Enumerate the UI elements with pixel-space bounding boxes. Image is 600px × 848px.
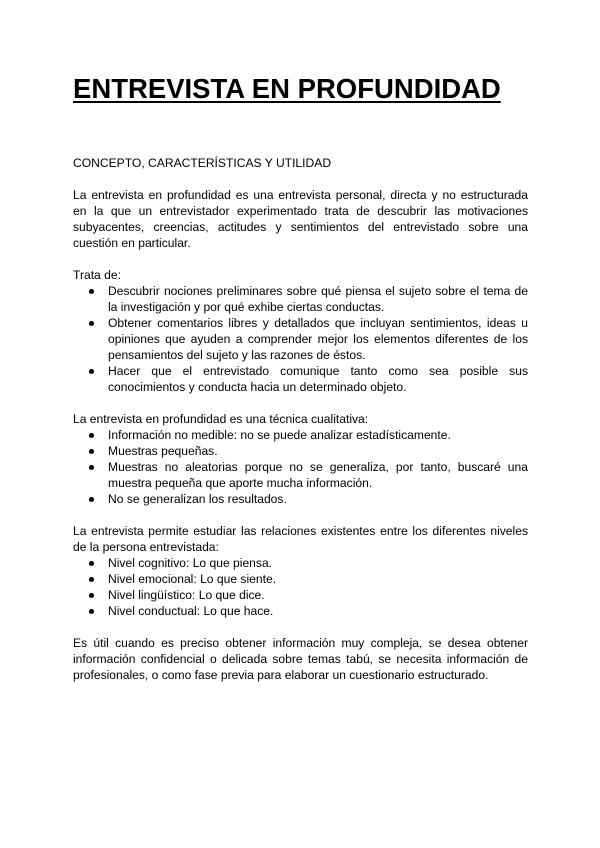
section-subtitle: CONCEPTO, CARACTERÍSTICAS Y UTILIDAD — [73, 156, 332, 170]
document-body — [73, 155, 528, 699]
intro-paragraph: La entrevista en profundidad es una entrevista personal, directa y no estructurada en la que un entrevistador experimentado trata de descubrir las motivaciones subyacentes, creencias, actitudes y sentimientos del entrevistado sobre una cuestión en particular. — [73, 188, 528, 250]
list-item: Muestras pequeñas. — [73, 443, 528, 459]
list-item: Nivel emocional: Lo que siente. — [73, 571, 528, 587]
cualitativa-lead: La entrevista en profundidad es una técnica cualitativa: — [73, 412, 369, 426]
list-item: No se generalizan los resultados. — [73, 491, 528, 507]
list-item: Muestras no aleatorias porque no se generaliza, por tanto, buscaré una muestra pequeña que aporte mucha información. — [73, 459, 528, 491]
list-item: Descubrir nociones preliminares sobre qué piensa el sujeto sobre el tema de la investigación y por qué exhibe ciertas conductas. — [73, 283, 528, 315]
list-item: Obtener comentarios libres y detallados que incluyan sentimientos, ideas u opiniones que ayuden a comprender mejor los elementos diferentes de los pensamientos del sujeto y las razones de éstos. — [73, 315, 528, 363]
trata-list — [73, 283, 528, 395]
list-item: Hacer que el entrevistado comunique tanto como sea posible sus conocimientos y conducta hacia un determinado objeto. — [73, 363, 528, 395]
list-item: Nivel cognitivo: Lo que piensa. — [73, 555, 528, 571]
niveles-list — [73, 555, 528, 619]
document-title: ENTREVISTA EN PROFUNDIDAD — [73, 73, 501, 104]
list-item: Información no medible: no se puede analizar estadísticamente. — [73, 427, 528, 443]
niveles-lead: La entrevista permite estudiar las relaciones existentes entre los diferentes niveles de la persona entrevistada: — [73, 524, 528, 554]
cualitativa-list — [73, 427, 528, 507]
list-item: Nivel conductual: Lo que hace. — [73, 603, 528, 619]
list-item: Nivel lingüístico: Lo que dice. — [73, 587, 528, 603]
closing-paragraph: Es útil cuando es preciso obtener información muy compleja, se desea obtener información confidencial o delicada sobre temas tabú, se necesita información de profesionales, o como fase previa para elaborar un cuestionario estructurado. — [73, 636, 528, 682]
trata-lead: Trata de: — [73, 268, 121, 282]
